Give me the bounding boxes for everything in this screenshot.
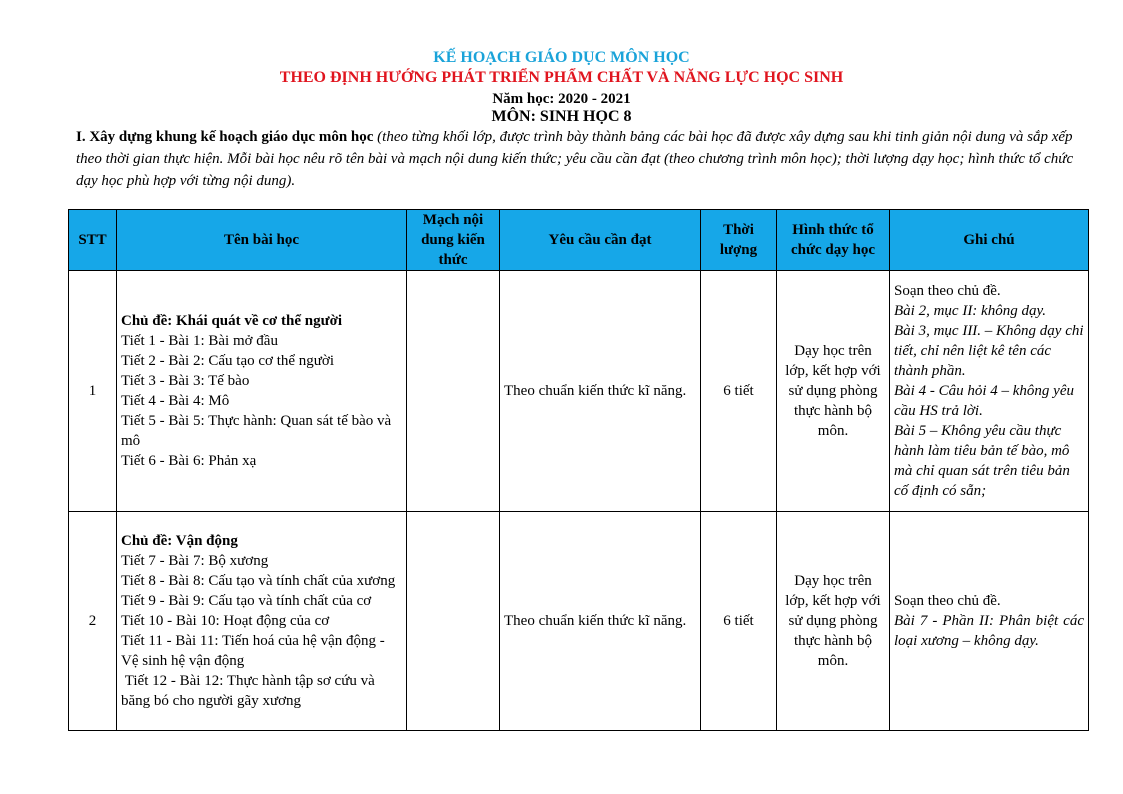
education-plan-table bbox=[68, 209, 1089, 731]
note-plain: Soạn theo chủ đề. bbox=[894, 283, 1001, 299]
teaching-form-cell: Dạy học trên lớp, kết hợp với sử dụng phòng thực hành bộ môn. bbox=[777, 271, 890, 512]
document-title: KẾ HOẠCH GIÁO DỤC MÔN HỌC bbox=[433, 49, 690, 66]
section-intro-lead: I. Xây dựng khung kế hoạch giáo dục môn học bbox=[76, 129, 374, 145]
section-intro-description: (theo từng khối lớp, được trình bày thành bảng các bài học đã được xây dựng sau khi tinh giản nội dung và sắp xếp theo thời gian thực hiện. Mỗi bài học nêu rõ tên bài và mạch nội dung kiến thức; yêu cầu cần đạt (theo chương trình môn học); thời lượng dạy học; hình thức tổ chức dạy học phù hợp với từng nội dung). bbox=[76, 129, 1074, 189]
school-year: Năm học: 2020 - 2021 bbox=[492, 91, 631, 107]
note-cell bbox=[890, 271, 1089, 512]
note-item: Bài 4 - Câu hỏi 4 – không yêu cầu HS trả lời. bbox=[894, 383, 1074, 419]
section-intro bbox=[76, 126, 1086, 192]
note-item: Bài 5 – Không yêu cầu thực hành làm tiêu bản tế bào, mô mà chỉ quan sát trên tiêu bản cố định có sẵn; bbox=[894, 423, 1070, 499]
subject-heading: MÔN: SINH HỌC 8 bbox=[491, 108, 632, 125]
teaching-form-cell: Dạy học trên lớp, kết hợp với sử dụng phòng thực hành bộ môn. bbox=[777, 512, 890, 731]
topic-title: Chủ đề: Vận động bbox=[121, 533, 238, 549]
topic-title: Chủ đề: Khái quát về cơ thể người bbox=[121, 313, 343, 329]
lesson-cell bbox=[117, 512, 407, 731]
lesson-cell bbox=[117, 271, 407, 512]
lesson-item: Tiết 4 - Bài 4: Mô bbox=[121, 393, 230, 409]
table-header-row bbox=[69, 210, 1089, 271]
lesson-item: Tiết 11 - Bài 11: Tiến hoá của hệ vận động - Vệ sinh hệ vận động bbox=[121, 633, 385, 669]
content-cell bbox=[407, 512, 500, 731]
header-content-strand: Mạch nội dung kiến thức bbox=[407, 210, 500, 271]
requirement-cell: Theo chuẩn kiến thức kĩ năng. bbox=[500, 271, 701, 512]
lesson-item: Tiết 12 - Bài 12: Thực hành tập sơ cứu và băng bó cho người gãy xương bbox=[121, 673, 379, 709]
header-note: Ghi chú bbox=[890, 210, 1089, 271]
note-plain: Soạn theo chủ đề. bbox=[894, 593, 1001, 609]
document-subtitle: THEO ĐỊNH HƯỚNG PHÁT TRIỂN PHẨM CHẤT VÀ NĂNG LỰC HỌC SINH bbox=[279, 69, 844, 86]
header-requirement: Yêu cầu cần đạt bbox=[500, 210, 701, 271]
row-stt: 1 bbox=[69, 271, 117, 512]
table-row bbox=[69, 271, 1089, 512]
content-cell bbox=[407, 271, 500, 512]
header-lesson-name: Tên bài học bbox=[117, 210, 407, 271]
lesson-item: Tiết 1 - Bài 1: Bài mở đầu bbox=[121, 333, 278, 349]
lesson-item: Tiết 5 - Bài 5: Thực hành: Quan sát tế bào và mô bbox=[121, 413, 392, 449]
lesson-item: Tiết 8 - Bài 8: Cấu tạo và tính chất của xương bbox=[121, 573, 396, 589]
header-stt: STT bbox=[69, 210, 117, 271]
lesson-item: Tiết 2 - Bài 2: Cấu tạo cơ thể người bbox=[121, 353, 335, 369]
lesson-item: Tiết 9 - Bài 9: Cấu tạo và tính chất của cơ bbox=[121, 593, 372, 609]
header-teaching-form: Hình thức tổ chức dạy học bbox=[777, 210, 890, 271]
lesson-item: Tiết 10 - Bài 10: Hoạt động của cơ bbox=[121, 613, 330, 629]
note-item: Bài 7 - Phần II: Phân biệt các loại xương – không dạy. bbox=[894, 613, 1084, 649]
header-duration: Thời lượng bbox=[701, 210, 777, 271]
duration-cell: 6 tiết bbox=[701, 271, 777, 512]
note-item: Bài 3, mục III. – Không dạy chi tiết, chỉ nên liệt kê tên các thành phần. bbox=[894, 323, 1084, 379]
lesson-item: Tiết 7 - Bài 7: Bộ xương bbox=[121, 553, 269, 569]
table-row bbox=[69, 512, 1089, 731]
row-stt: 2 bbox=[69, 512, 117, 731]
lesson-item: Tiết 6 - Bài 6: Phản xạ bbox=[121, 453, 257, 469]
note-item: Bài 2, mục II: không dạy. bbox=[894, 303, 1047, 319]
lesson-item: Tiết 3 - Bài 3: Tế bào bbox=[121, 373, 250, 389]
requirement-cell: Theo chuẩn kiến thức kĩ năng. bbox=[500, 512, 701, 731]
note-cell bbox=[890, 512, 1089, 731]
duration-cell: 6 tiết bbox=[701, 512, 777, 731]
